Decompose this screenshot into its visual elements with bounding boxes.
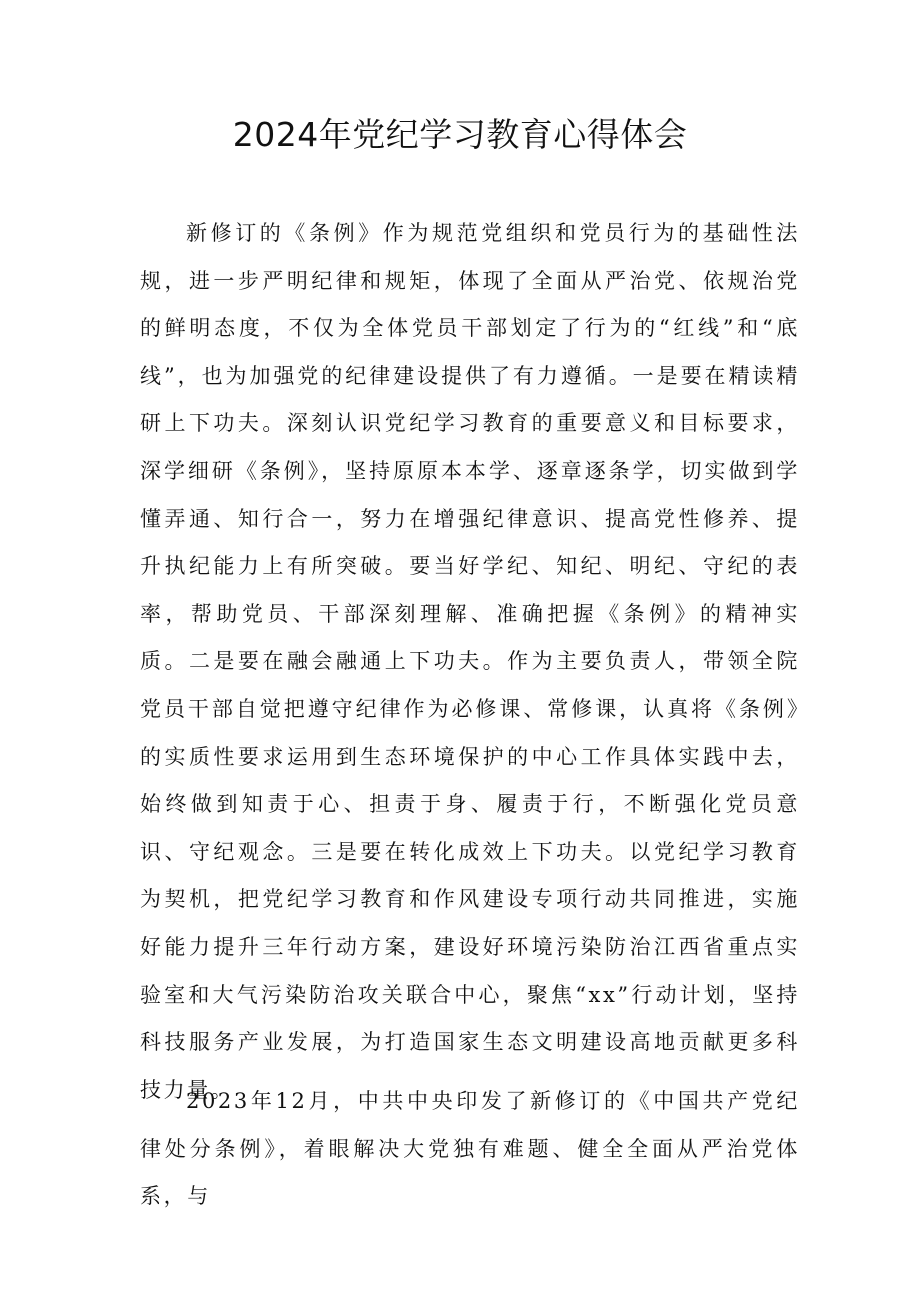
paragraph-2: 2023年12月，中共中央印发了新修订的《中国共产党纪律处分条例》，着眼解决大党独有难题、健全全面从严治党体系，与 (140, 1089, 800, 1209)
paragraph-1: 新修订的《条例》作为规范党组织和党员行为的基础性法规，进一步严明纪律和规矩，体现了全面从严治党、依规治党的鲜明态度，不仅为全体党员干部划定了行为的“红线”和“底线”，也为加强党的纪律建设提供了有力遵循。一是要在精读精研上下功夫。深刻认识党纪学习教育的重要意义和目标要求，深学细研《条例》，坚持原原本本学、逐章逐条学，切实做到学懂弄通、知行合一，努力在增强纪律意识、提高党性修养、提升执纪能力上有所突破。要当好学纪、知纪、明纪、守纪的表率，帮助党员、干部深刻理解、准确把握《条例》的精神实质。二是要在融会融通上下功夫。作为主要负责人，带领全院党员干部自觉把遵守纪律作为必修课、常修课，认真将《条例》的实质性要求运用到生态环境保护的中心工作具体实践中去，始终做到知责于心、担责于身、履责于行，不断强化党员意识、守纪观念。三是要在转化成效上下功夫。以党纪学习教育为契机，把党纪学习教育和作风建设专项行动共同推进，实施好能力提升三年行动方案，建设好环境污染防治江西省重点实验室和大气污染防治攻关联合中心，聚焦“xx”行动计划，坚持科技服务产业发展，为打造国家生态文明建设高地贡献更多科技力量。 (140, 221, 800, 1102)
document-title: 2024年党纪学习教育心得体会 (232, 115, 688, 154)
